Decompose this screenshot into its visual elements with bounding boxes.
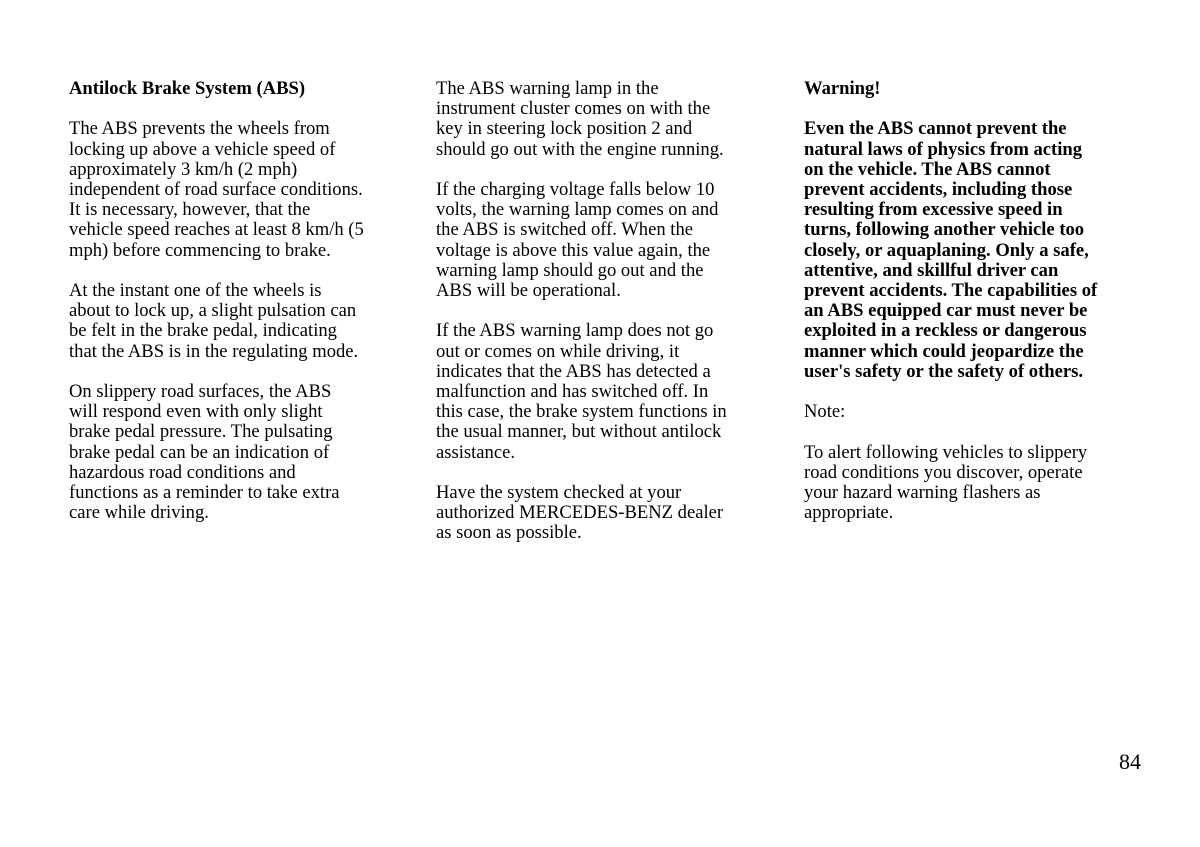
text-line: as soon as possible. [436,522,582,544]
text-line: The ABS prevents the wheels from [69,118,330,140]
text-line: mph) before commencing to brake. [69,239,331,261]
text-line: vehicle speed reaches at least 8 km/h (5 [69,219,364,241]
text-line: The ABS warning lamp in the [436,78,659,99]
text-line: prevent accidents. The capabilities of [804,280,1098,302]
page-number: 84 [1119,749,1141,774]
text-line: warning lamp should go out and the [436,259,704,281]
text-line: attentive, and skillful driver can [804,259,1059,281]
text-line: locking up above a vehicle speed of [69,138,336,160]
text-line: your hazard warning flashers as [804,482,1041,504]
paragraph [69,281,404,362]
text-line: It is necessary, however, that the [69,199,311,221]
text-line: closely, or aquaplaning. Only a safe, [804,239,1089,261]
text-line: prevent accidents, including those [804,179,1073,200]
paragraph [436,321,771,462]
text-line: voltage is above this value again, the [436,239,711,261]
text-line: care while driving. [69,502,209,524]
text-line: exploited in a reckless or dangerous [804,320,1087,342]
text-line: on the vehicle. The ABS cannot [804,158,1051,180]
text-line: resulting from excessive speed in [804,199,1063,221]
text-line: On slippery road surfaces, the ABS [69,381,332,402]
text-line: brake pedal can be an indication of [69,441,330,463]
text-line: manner which could jeopardize the [804,340,1084,362]
text-line: At the instant one of the wheels is [69,280,322,301]
text-line: the usual manner, but without antilock [436,421,722,443]
column-3 [804,79,1149,544]
text-line: road conditions you discover, operate [804,461,1083,483]
text-line: brake pedal pressure. The pulsating [69,421,333,443]
text-line: malfunction and has switched off. In [436,381,709,403]
text-line: If the ABS warning lamp does not go [436,320,714,342]
text-line: Note: [804,401,846,423]
paragraph [436,79,771,160]
text-line: authorized MERCEDES-BENZ dealer [436,502,724,524]
text-line: be felt in the brake pedal, indicating [69,320,337,342]
text-line: instrument cluster comes on with the [436,98,711,120]
text-line: should go out with the engine running. [436,138,724,160]
text-line: Antilock Brake System (ABS) [69,78,306,99]
text-line: Warning! [804,78,881,99]
paragraph [436,483,771,544]
warning-paragraph [804,119,1149,382]
text-line: approximately 3 km/h (2 mph) [69,158,298,180]
text-line: the ABS is switched off. When the [436,219,694,241]
note-label [804,402,1149,422]
text-line: Even the ABS cannot prevent the [804,118,1067,140]
text-line: natural laws of physics from acting [804,138,1083,160]
text-line: turns, following another vehicle too [804,219,1085,241]
text-line: that the ABS is in the regulating mode. [69,340,359,362]
text-line: functions as a reminder to take extra [69,482,340,504]
text-line: volts, the warning lamp comes on and [436,199,719,221]
section-heading [69,79,404,99]
text-line: about to lock up, a slight pulsation can [69,300,357,322]
column-1 [69,79,404,544]
note-paragraph [804,443,1149,524]
text-line: out or comes on while driving, it [436,340,680,362]
text-line: appropriate. [804,502,894,524]
paragraph [69,119,404,260]
text-line: independent of road surface conditions. [69,179,363,200]
warning-heading [804,79,1149,99]
text-line: To alert following vehicles to slippery [804,441,1088,463]
text-line: indicates that the ABS has detected a [436,360,711,382]
text-line: hazardous road conditions and [69,461,296,483]
text-line: key in steering lock position 2 and [436,118,693,140]
paragraph [436,180,771,301]
column-2 [436,79,771,564]
text-line: this case, the brake system functions in [436,401,727,423]
text-line: will respond even with only slight [69,401,323,423]
text-line: an ABS equipped car must never be [804,300,1088,322]
text-line: user's safety or the safety of others. [804,360,1084,382]
text-line: ABS will be operational. [436,280,621,302]
text-line: assistance. [436,441,515,463]
text-line: Have the system checked at your [436,482,682,504]
text-line: If the charging voltage falls below 10 [436,179,715,200]
paragraph [69,382,404,523]
